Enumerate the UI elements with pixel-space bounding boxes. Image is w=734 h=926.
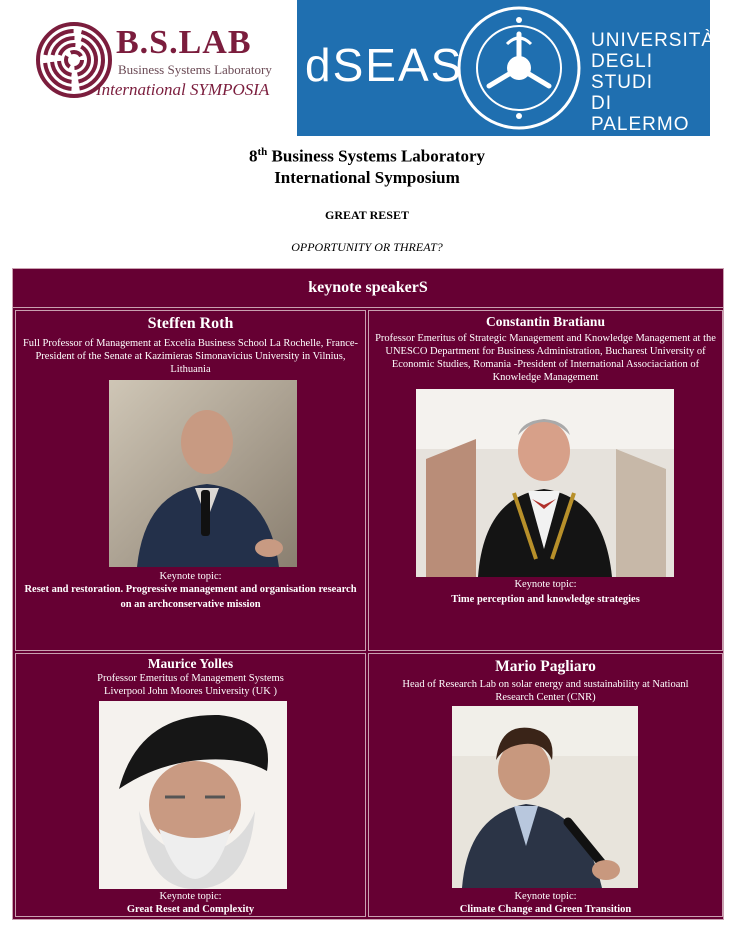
speaker-role: Professor Emeritus of Strategic Management and Knowledge Management at the UNESCO Department for Business Administration, Bucharest University of Economic Studies, Romania -President of International Associaciation of Knowledge Management — [375, 333, 716, 383]
speaker-role: Full Professor of Management at Excelia Business School La Rochelle, France- President of the Senate at Kazimieras Simonavicius University in Vilnius, Lithuania — [22, 338, 359, 375]
keynote-heading: keynote speakerS — [13, 269, 723, 308]
university-seal-icon — [455, 4, 583, 132]
speaker-role-line-2: Liverpool John Moores University (UK ) — [104, 686, 277, 697]
speaker-topic-block — [16, 891, 365, 917]
speaker-role: Head of Research Lab on solar energy and sustainability at Natioanl Research Center (CNR) — [402, 679, 689, 703]
event-title — [0, 146, 734, 167]
speaker-card-roth — [15, 310, 366, 651]
topic-label: Keynote topic: — [514, 891, 577, 902]
university-line-2: DEGLI STUDI — [591, 51, 654, 93]
speaker-photo — [109, 380, 297, 567]
university-banner — [297, 0, 716, 136]
speaker-photo — [452, 706, 638, 888]
topic-label: Keynote topic: — [159, 891, 222, 902]
speaker-topic: Time perception and knowledge strategies — [451, 594, 640, 605]
speaker-name: Maurice Yolles — [147, 656, 234, 671]
speaker-card-bratianu — [368, 310, 723, 651]
speaker-topic: Great Reset and Complexity — [126, 904, 255, 915]
event-title-line-2: International Symposium — [274, 168, 460, 187]
speaker-name: Constantin Bratianu — [486, 314, 605, 329]
event-theme: GREAT RESET — [325, 208, 409, 222]
speaker-topic-block — [369, 579, 722, 607]
speaker-topic-block — [369, 891, 722, 917]
topic-label: Keynote topic: — [159, 571, 222, 582]
bslab-symposia: International SYMPOSIA — [96, 80, 270, 99]
dseas-logo: dSEAS — [305, 39, 464, 91]
topic-label: Keynote topic: — [514, 579, 577, 590]
bslab-logo — [32, 18, 290, 108]
speaker-topic: Climate Change and Green Transition — [459, 904, 632, 915]
university-line-3: DI PALERMO — [591, 93, 690, 135]
event-title-number: 8 — [249, 146, 258, 166]
speaker-card-pagliaro — [368, 653, 723, 917]
bslab-subtitle: Business Systems Laboratory — [118, 62, 272, 77]
bslab-title: B.S.LAB — [116, 24, 252, 61]
speaker-topic-block — [16, 571, 365, 612]
event-title-rest: Business Systems Laboratory — [267, 146, 485, 166]
keynote-speakers-table — [12, 268, 724, 920]
university-line-1: UNIVERSITÀ — [591, 30, 716, 51]
university-name — [591, 30, 715, 135]
speaker-name: Mario Pagliaro — [495, 658, 596, 675]
speaker-topic: Reset and restoration. Progressive management and organisation research on an archconservative mission — [24, 584, 357, 610]
event-subtheme: OPPORTUNITY OR THREAT? — [291, 240, 443, 254]
speaker-role-line-1: Professor Emeritus of Management Systems — [97, 673, 284, 684]
event-title-ordinal: th — [257, 146, 268, 158]
speaker-photo — [99, 701, 287, 889]
speaker-photo — [416, 389, 674, 577]
speaker-card-yolles — [15, 653, 366, 917]
speaker-name: Steffen Roth — [147, 315, 234, 332]
